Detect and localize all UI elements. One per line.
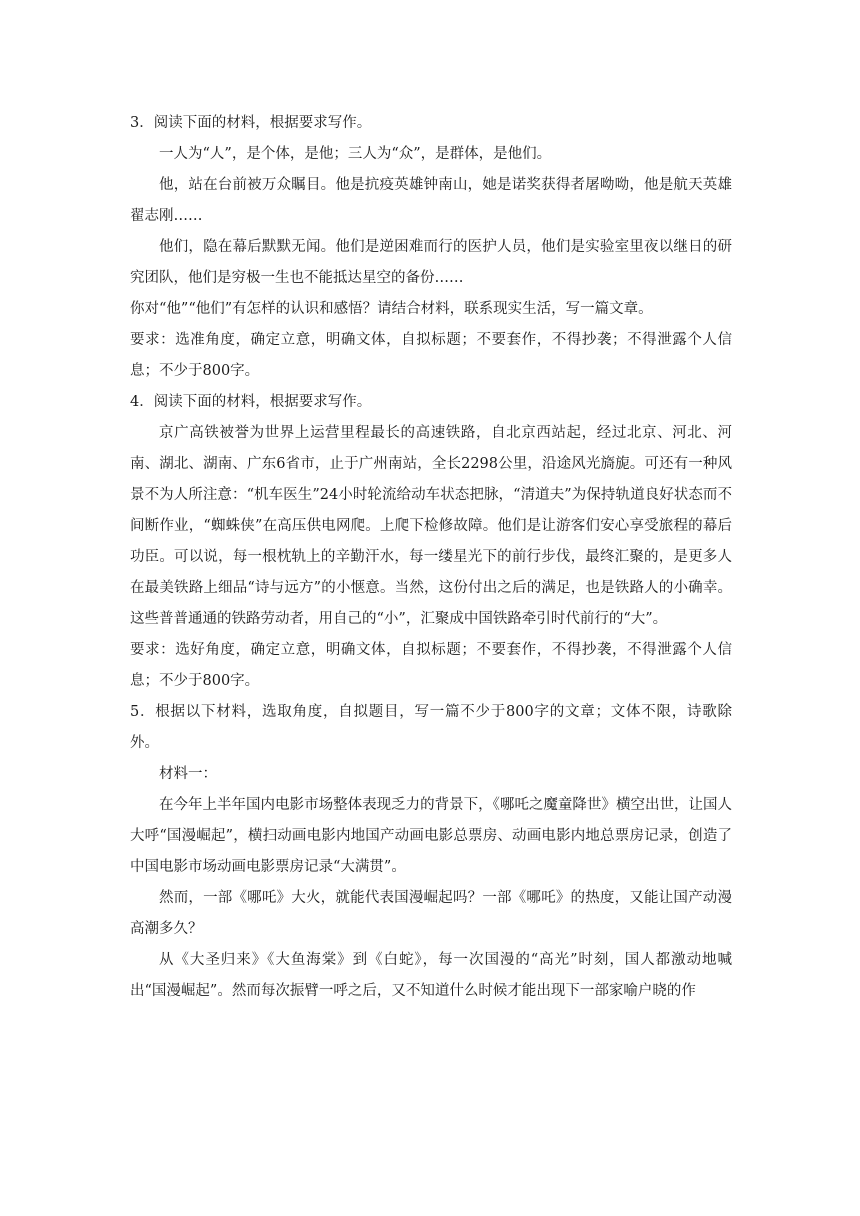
document-page bbox=[130, 108, 732, 1007]
question-3-paragraph: 他们，隐在幕后默默无闻。他们是逆困难而行的医护人员，他们是实验室里夜以继日的研究团队，他们是穷极一生也不能抵达星空的备份…… bbox=[130, 239, 732, 286]
question-5-paragraph: 从《大圣归来》《大鱼海棠》到《白蛇》，每一次国漫的“高光”时刻，国人都激动地喊出“国漫崛起”。然而每次振臂一呼之后，又不知道什么时候才能出现下一部家喻户晓的作 bbox=[130, 952, 732, 999]
question-5-paragraph: 在今年上半年国内电影市场整体表现乏力的背景下，《哪吒之魔童降世》横空出世，让国人大呼“国漫崛起”，横扫动画电影内地国产动画电影总票房、动画电影内地总票房记录，创造了中国电影市场动画电影票房记录“大满贯”。 bbox=[130, 797, 732, 875]
question-5-paragraph: 然而，一部《哪吒》大火，就能代表国漫崛起吗？一部《哪吒》的热度，又能让国产动漫高潮多久？ bbox=[130, 890, 732, 937]
question-3-prompt: 你对“他”“他们”有怎样的认识和感悟？请结合材料，联系现实生活，写一篇文章。 bbox=[130, 301, 653, 317]
question-3-paragraph: 一人为“人”，是个体，是他；三人为“众”，是群体，是他们。 bbox=[159, 146, 552, 162]
question-3-title: 3．阅读下面的材料，根据要求写作。 bbox=[130, 115, 372, 131]
question-4-title: 4．阅读下面的材料，根据要求写作。 bbox=[130, 394, 372, 410]
question-3-paragraph: 他，站在台前被万众瞩目。他是抗疫英雄钟南山，她是诺奖获得者屠呦呦，他是航天英雄翟志刚…… bbox=[130, 177, 732, 224]
question-5-title: 5．根据以下材料，选取角度，自拟题目，写一篇不少于800字的文章；文体不限，诗歌除外。 bbox=[130, 704, 732, 751]
question-4-paragraph: 京广高铁被誉为世界上运营里程最长的高速铁路，自北京西站起，经过北京、河北、河南、湖北、湖南、广东6省市，止于广州南站，全长2298公里，沿途风光旖旎。可还有一种风景不为人所注意：“机车医生”24小时轮流给动车状态把脉，“清道夫”为保持轨道良好状态而不间断作业，“蜘蛛侠”在高压供电网爬。上爬下检修故障。他们是让游客们安心享受旅程的幕后功臣。可以说，每一根枕轨上的辛勤汗水，每一缕星光下的前行步伐，最终汇聚的，是更多人在最美铁路上细品“诗与远方”的小惬意。当然，这份付出之后的满足，也是铁路人的小确幸。这些普普通通的铁路劳动者，用自己的“小”，汇聚成中国铁路牵引时代前行的“大”。 bbox=[130, 425, 732, 627]
question-5-material-label: 材料一： bbox=[159, 766, 217, 782]
question-4-requirements: 要求：选好角度，确定立意，明确文体，自拟标题；不要套作，不得抄袭，不得泄露个人信息；不少于800字。 bbox=[130, 642, 732, 689]
question-3-requirements: 要求：选准角度，确定立意，明确文体，自拟标题；不要套作，不得抄袭；不得泄露个人信息；不少于800字。 bbox=[130, 332, 732, 379]
